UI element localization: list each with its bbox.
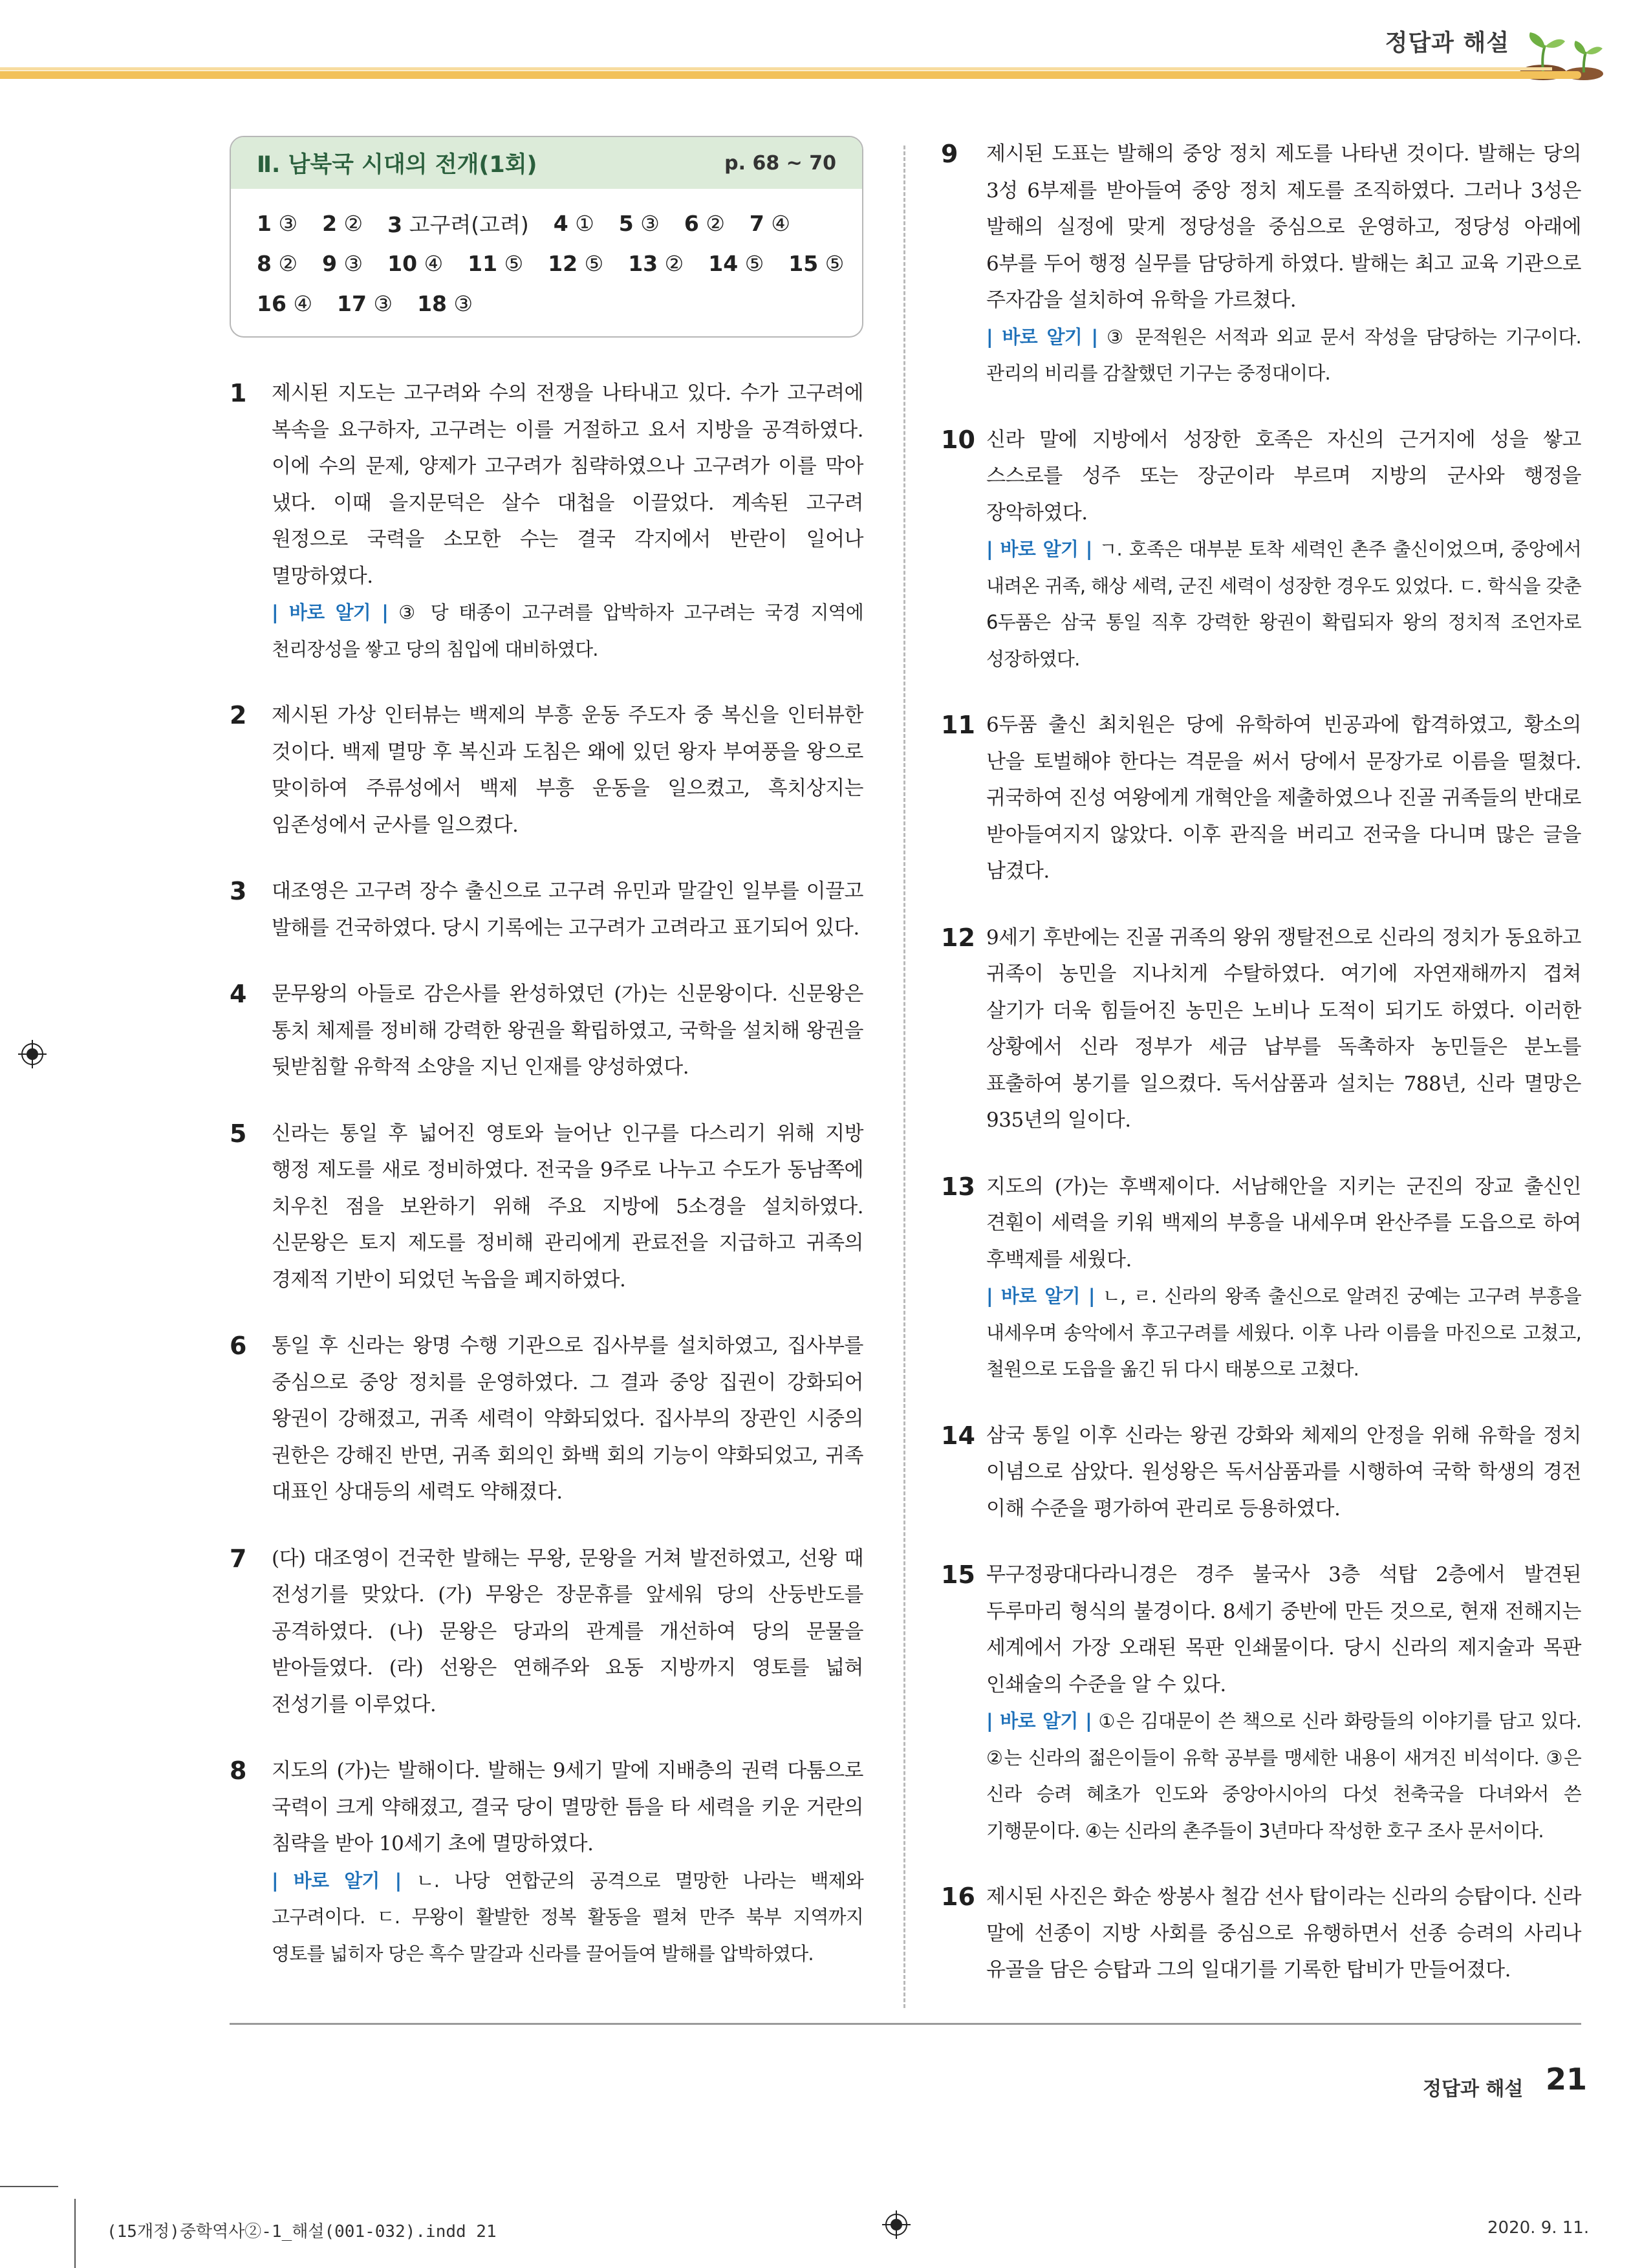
- item-number: 9: [941, 140, 958, 168]
- explanation-item: [230, 375, 863, 667]
- item-text: 6두품 출신 최치원은 당에 유학하여 빈공과에 합격하였고, 황소의 난을 토벌해야 한다는 격문을 써서 당에서 문장가로 이름을 떨쳤다. 귀국하여 진성 여왕에게 개혁안을 제출하였으나 진골 귀족들의 반대로 받아들여지지 않았다. 이후 관직을 버리고 전국을 다니며 많은 글을 남겼다.: [986, 713, 1581, 883]
- tip-label: | 바로 알기 |: [986, 325, 1098, 348]
- tip-label: | 바로 알기 |: [986, 538, 1092, 560]
- answer-key: [231, 189, 862, 336]
- tip-label: | 바로 알기 |: [986, 1285, 1095, 1307]
- explanation-item: [230, 976, 863, 1086]
- explanation-item: [941, 920, 1581, 1139]
- answer-row: [257, 243, 845, 283]
- item-number: 14: [941, 1421, 975, 1450]
- right-column: [941, 136, 1581, 2018]
- explanation-item: [230, 697, 863, 843]
- item-text: 제시된 지도는 고구려와 수의 전쟁을 나타내고 있다. 수가 고구려에 복속을 요구하자, 고구려는 이를 거절하고 요서 지방을 공격하였다. 이에 수의 문제, 양제가 고구려가 침략하였으나 고구려가 이를 막아 냈다. 이때 을지문덕은 살수 대첩을 이끌었다. 계속된 고구려 원정으로 국력을 소모한 수는 결국 각지에서 반란이 일어나 멸망하였다.: [272, 382, 863, 588]
- answer-box-header: [231, 137, 862, 189]
- item-text: 제시된 도표는 발해의 중앙 정치 제도를 나타낸 것이다. 발해는 당의 3성 6부제를 받아들여 중앙 정치 제도를 조직하였다. 그러나 3성은 발해의 실정에 맞게 정당성을 중심으로 운영하고, 정당성 아래에 6부를 두어 행정 실무를 담당하게 하였다. 발해는 최고 교육 기관으로 주자감을 설치하여 유학을 가르쳤다.: [986, 142, 1581, 312]
- explanation-item: [230, 1116, 863, 1299]
- item-text: 무구정광대다라니경은 경주 불국사 3층 석탑 2층에서 발견된 두루마리 형식의 불경이다. 8세기 중반에 만든 것으로, 현재 전해지는 세계에서 가장 오래된 목판 인쇄물이다. 당시 신라의 제지술과 목판 인쇄술의 수준을 알 수 있다.: [986, 1563, 1581, 1696]
- item-number: 2: [230, 701, 247, 729]
- item-number: 6: [230, 1332, 247, 1360]
- item-number: 16: [941, 1883, 975, 1911]
- answer-item: 16 ④: [257, 290, 313, 316]
- answer-item: 7 ④: [749, 210, 790, 236]
- item-number: 1: [230, 379, 247, 407]
- answer-item: 10 ④: [387, 250, 444, 276]
- item-text: 대조영은 고구려 장수 출신으로 고구려 유민과 말갈인 일부를 이끌고 발해를 건국하였다. 당시 기록에는 고구려가 고려라고 표기되어 있다.: [272, 880, 863, 940]
- tip-text: | 바로 알기 | ㄴ. 나당 연합군의 공격으로 멸망한 나라는 백제와 고구려이다. ㄷ. 무왕이 활발한 정복 활동을 펼쳐 만주 북부 지역까지 영토를 넓히자 당은 흑수 말갈과 신라를 끌어들여 발해를 압박하였다.: [272, 1869, 863, 1965]
- print-date: 2020. 9. 11.: [1487, 2218, 1590, 2238]
- item-text: 통일 후 신라는 왕명 수행 기관으로 집사부를 설치하였고, 집사부를 중심으로 중앙 정치를 운영하였다. 그 결과 중앙 집권이 강화되어 왕권이 강해졌고, 귀족 세력이 약화되었다. 집사부의 장관인 시중의 권한은 강해진 반면, 귀족 회의인 화백 회의 기능이 약화되었고, 귀족 대표인 상대등의 세력도 약해졌다.: [272, 1334, 863, 1504]
- tip-text: | 바로 알기 | ①은 김대문이 쓴 책으로 신라 화랑들의 이야기를 담고 있다. ②는 신라의 젊은이들이 유학 공부를 맹세한 내용이 새겨진 비석이다. ③은 신라 승려 혜초가 인도와 중앙아시아의 다섯 천축국을 다녀와서 쓴 기행문이다. ④는 신라의 촌주들이 3년마다 작성한 호구 조사 문서이다.: [986, 1710, 1581, 1842]
- answer-item: 4 ①: [553, 210, 594, 236]
- answer-item: 5 ③: [618, 210, 660, 236]
- explanation-item: [941, 1557, 1581, 1849]
- item-number: 3: [230, 877, 247, 905]
- answer-item: 13 ②: [628, 250, 684, 276]
- answer-item: 1 ③: [257, 210, 298, 236]
- answer-box: [230, 136, 863, 338]
- unit-title: 남북국 시대의 전개(1회): [288, 152, 537, 178]
- item-number: 13: [941, 1172, 975, 1201]
- item-number: 4: [230, 980, 247, 1008]
- answer-item: 18 ③: [417, 290, 473, 316]
- item-number: 7: [230, 1544, 247, 1573]
- explanation-item: [941, 1879, 1581, 1989]
- answer-item: 14 ⑤: [708, 250, 764, 276]
- footer-label: 정답과 해설: [1423, 2078, 1524, 2101]
- explanation-item: [941, 1418, 1581, 1528]
- tip-text: | 바로 알기 | ㄱ. 호족은 대부분 토착 세력인 촌주 출신이었으며, 중앙에서 내려온 귀족, 해상 세력, 군진 세력이 성장한 경우도 있었다. ㄷ. 학식을 갖춘 6두품은 삼국 통일 직후 강력한 왕권이 확립되자 왕의 정치적 조언자로 성장하였다.: [986, 538, 1581, 670]
- explanation-item: [941, 707, 1581, 890]
- explanation-item: [230, 1753, 863, 1972]
- explanation-item: [230, 1540, 863, 1723]
- item-text: 신라는 통일 후 넓어진 영토와 늘어난 인구를 다스리기 위해 지방 행정 제도를 새로 정비하였다. 전국을 9주로 나누고 수도가 동남쪽에 치우친 점을 보완하기 위해 주요 지방에 5소경을 설치하였다. 신문왕은 토지 제도를 정비해 관리에게 관료전을 지급하고 귀족의 경제적 기반이 되었던 녹읍을 폐지하였다.: [272, 1121, 863, 1291]
- answer-row: [257, 283, 836, 323]
- item-text: (다) 대조영이 건국한 발해는 무왕, 문왕을 거쳐 발전하였고, 선왕 때 전성기를 맞았다. (가) 무왕은 장문휴를 앞세워 당의 산둥반도를 공격하였다. (나) 문왕은 당과의 관계를 개선하여 당의 문물을 받아들였다. (라) 선왕은 연해주와 요동 지방까지 영토를 넓혀 전성기를 이루었다.: [272, 1546, 863, 1716]
- unit-number: Ⅱ.: [257, 152, 281, 178]
- tip-label: | 바로 알기 |: [986, 1710, 1092, 1732]
- page-number: 21: [1546, 2062, 1588, 2097]
- item-text: 지도의 (가)는 후백제이다. 서남해안을 지키는 군진의 장교 출신인 견훤이 세력을 키워 백제의 부흥을 내세우며 완산주를 도읍으로 하여 후백제를 세웠다.: [986, 1174, 1581, 1271]
- header-title: 정답과 해설: [1385, 30, 1509, 56]
- answer-row: [257, 203, 836, 243]
- answer-item: 17 ③: [337, 290, 393, 316]
- explanation-item: [941, 422, 1581, 678]
- tip-label: | 바로 알기 |: [272, 1869, 402, 1892]
- crop-mark: [0, 2186, 58, 2187]
- item-text: 신라 말에 지방에서 성장한 호족은 자신의 근거지에 성을 쌓고 스스로를 성주 또는 장군이라 부르며 지방의 군사와 행정을 장악하였다.: [986, 427, 1581, 524]
- item-text: 지도의 (가)는 발해이다. 발해는 9세기 말에 지배층의 권력 다툼으로 국력이 크게 약해졌고, 결국 당이 멸망한 틈을 타 세력을 키운 거란의 침략을 받아 10세기 초에 멸망하였다.: [272, 1759, 863, 1855]
- answer-item: 2 ②: [322, 210, 363, 236]
- tip-label: | 바로 알기 |: [272, 601, 388, 623]
- answer-item: 6 ②: [684, 210, 725, 236]
- item-text: 삼국 통일 이후 신라는 왕권 강화와 체제의 안정을 위해 유학을 정치 이념으로 삼았다. 원성왕은 독서삼품과를 시행하여 국학 학생의 경전 이해 수준을 평가하여 관리로 등용하였다.: [986, 1423, 1581, 1520]
- answer-item: 3 고구려(고려): [387, 211, 529, 237]
- explanation-item: [941, 136, 1581, 392]
- item-number: 11: [941, 711, 975, 739]
- print-file-info: (15개정)중학역사②-1_해설(001-032).indd 21: [107, 2222, 497, 2241]
- item-text: 9세기 후반에는 진골 귀족의 왕위 쟁탈전으로 신라의 정치가 동요하고 귀족이 농민을 지나치게 수탈하였다. 여기에 자연재해까지 겹쳐 살기가 더욱 힘들어진 농민은 노비나 도적이 되기도 하였다. 이러한 상황에서 신라 정부가 세금 납부를 독촉하자 농민들은 분노를 표출하여 봉기를 일으켰다. 독서삼품과 설치는 788년, 신라 멸망은 935년의 일이다.: [986, 925, 1581, 1132]
- header-bar: [0, 71, 1581, 79]
- item-text: 제시된 사진은 화순 쌍봉사 철감 선사 탑이라는 신라의 승탑이다. 신라 말에 선종이 지방 사회를 중심으로 유행하면서 선종 승려의 사리나 유골을 담은 승탑과 그의 일대기를 기록한 탑비가 만들어졌다.: [986, 1885, 1581, 1982]
- answer-item: 12 ⑤: [548, 250, 604, 276]
- crop-mark: [74, 2199, 76, 2268]
- explanation-item: [941, 1169, 1581, 1388]
- left-column: [230, 136, 863, 2002]
- tip-text: | 바로 알기 | ③ 문적원은 서적과 외교 문서 작성을 담당하는 기구이다. 관리의 비리를 감찰했던 기구는 중정대이다.: [986, 325, 1581, 384]
- item-number: 5: [230, 1119, 247, 1148]
- answer-item: 8 ②: [257, 250, 298, 276]
- tip-text: | 바로 알기 | ③ 당 태종이 고구려를 압박하자 고구려는 국경 지역에 천리장성을 쌓고 당의 침입에 대비하였다.: [272, 601, 863, 660]
- explanation-item: [230, 1328, 863, 1511]
- item-text: 문무왕의 아들로 감은사를 완성하였던 (가)는 신문왕이다. 신문왕은 통치 체제를 정비해 강력한 왕권을 확립하였고, 국학을 설치해 왕권을 뒷받침할 유학적 소양을 지닌 인재를 양성하였다.: [272, 982, 863, 1079]
- answer-item: 11 ⑤: [468, 250, 524, 276]
- answer-item: 15 ⑤: [788, 250, 845, 276]
- registration-mark-icon: [18, 1040, 47, 1068]
- item-number: 15: [941, 1561, 975, 1589]
- explanation-item: [230, 873, 863, 946]
- answer-box-title: [257, 147, 537, 179]
- item-number: 8: [230, 1756, 247, 1785]
- column-divider: [903, 146, 905, 2008]
- page-range: p. 68 ~ 70: [724, 151, 836, 175]
- tip-text: | 바로 알기 | ㄴ, ㄹ. 신라의 왕족 출신으로 알려진 궁예는 고구려 부흥을 내세우며 송악에서 후고구려를 세웠다. 이후 나라 이름을 마진으로 고쳤고, 철원으로 도읍을 옮긴 뒤 다시 태봉으로 고쳤다.: [986, 1285, 1582, 1380]
- item-number: 10: [941, 425, 975, 454]
- item-text: 제시된 가상 인터뷰는 백제의 부흥 운동 주도자 중 복신을 인터뷰한 것이다. 백제 멸망 후 복신과 도침은 왜에 있던 왕자 부여풍을 왕으로 맞이하여 주류성에서 백제 부흥 운동을 일으켰고, 흑치상지는 임존성에서 군사를 일으켰다.: [272, 704, 863, 837]
- registration-mark-icon: [882, 2210, 911, 2239]
- bottom-rule: [230, 2023, 1581, 2025]
- item-number: 12: [941, 923, 975, 952]
- answer-item: 9 ③: [322, 250, 363, 276]
